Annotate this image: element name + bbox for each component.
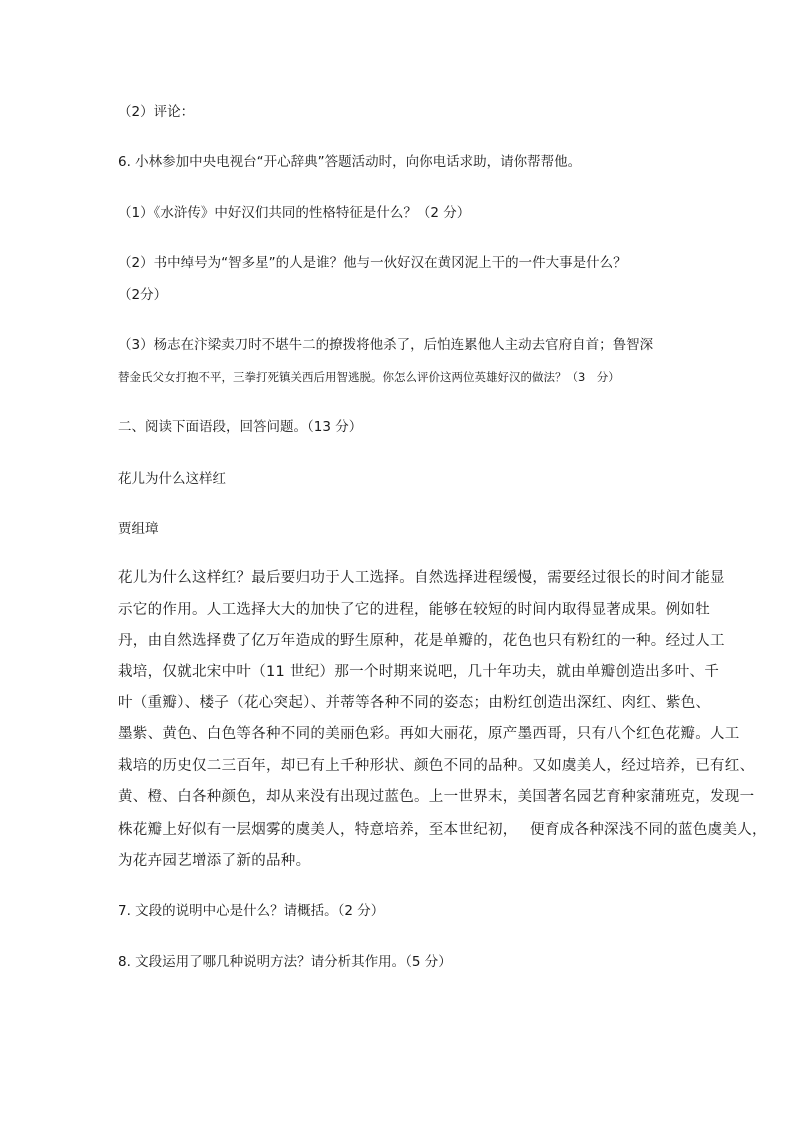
question-7: 7. 文段的说明中心是什么？请概括。（2 分） <box>118 903 385 919</box>
passage-line: 花儿为什么这样红？最后要归功于人工选择。自然选择进程缓慢，需要经过很长的时间才能显 <box>118 570 725 586</box>
passage-line: 丹，由自然选择费了亿万年造成的野生原种，花是单瓣的，花色也只有粉红的一种。经过人工 <box>118 633 725 649</box>
passage-line: 为花卉园艺增添了新的品种。 <box>118 853 311 869</box>
passage-line: 叶（重瓣）、楼子（花心突起）、并蒂等各种不同的姿态；由粉红创造出深红、肉红、紫色、 <box>118 695 711 711</box>
passage-line: 黄、橙、白各种颜色，却从来没有出现过蓝色。上一世界末，美国著名园艺育种家蒲班克，发现一 <box>118 789 755 805</box>
passage-line: 栽培的历史仅二三百年，却已有上千种形状、颜色不同的品种。又如虞美人，经过培养，已有红、 <box>118 758 755 774</box>
passage-line: 示它的作用。人工选择大大的加快了它的进程，能够在较短的时间内取得显著成果。例如牡 <box>118 602 710 618</box>
question-6-sub-3-cont: 替金氏父女打抱不平，三拳打死镇关西后用智逃脱。你怎么评价这两位英雄好汉的做法？（3 分） <box>118 370 620 384</box>
question-6-sub-1: （1）《水浒传》中好汉们共同的性格特征是什么？（2 分） <box>118 205 471 221</box>
q5-comment-label: （2）评论： <box>118 104 195 120</box>
passage-line: 栽培，仅就北宋中叶（11 世纪）那一个时期来说吧，几十年功夫，就由单瓣创造出多叶、千 <box>118 664 720 680</box>
question-8: 8. 文段运用了哪几种说明方法？请分析其作用。（5 分） <box>118 954 452 970</box>
question-6-sub-2-score: （2分） <box>118 287 168 303</box>
question-6-sub-3: （3）杨志在汴梁卖刀时不堪牛二的撩拨将他杀了，后怕连累他人主动去官府自首；鲁智深 <box>118 337 654 353</box>
passage-line: 墨紫、黄色、白色等各种不同的美丽色彩。再如大丽花，原产墨西哥，只有八个红色花瓣。人工 <box>118 726 740 742</box>
question-6-sub-2: （2）书中绰号为“智多星”的人是谁？他与一伙好汉在黄冈泥上干的一件大事是什么？ <box>118 255 627 271</box>
passage-author: 贾组璋 <box>118 521 159 537</box>
section-2-heading: 二、阅读下面语段，回答问题。（13 分） <box>118 419 363 435</box>
passage-line: 株花瓣上好似有一层烟雾的虞美人，特意培养，至本世纪初， 便育成各种深浅不同的蓝色虞美人， <box>118 822 767 838</box>
passage-title: 花儿为什么这样红 <box>118 471 226 487</box>
question-6-stem: 6. 小林参加中央电视台“开心辞典”答题活动时，向你电话求助，请你帮帮他。 <box>118 154 582 170</box>
